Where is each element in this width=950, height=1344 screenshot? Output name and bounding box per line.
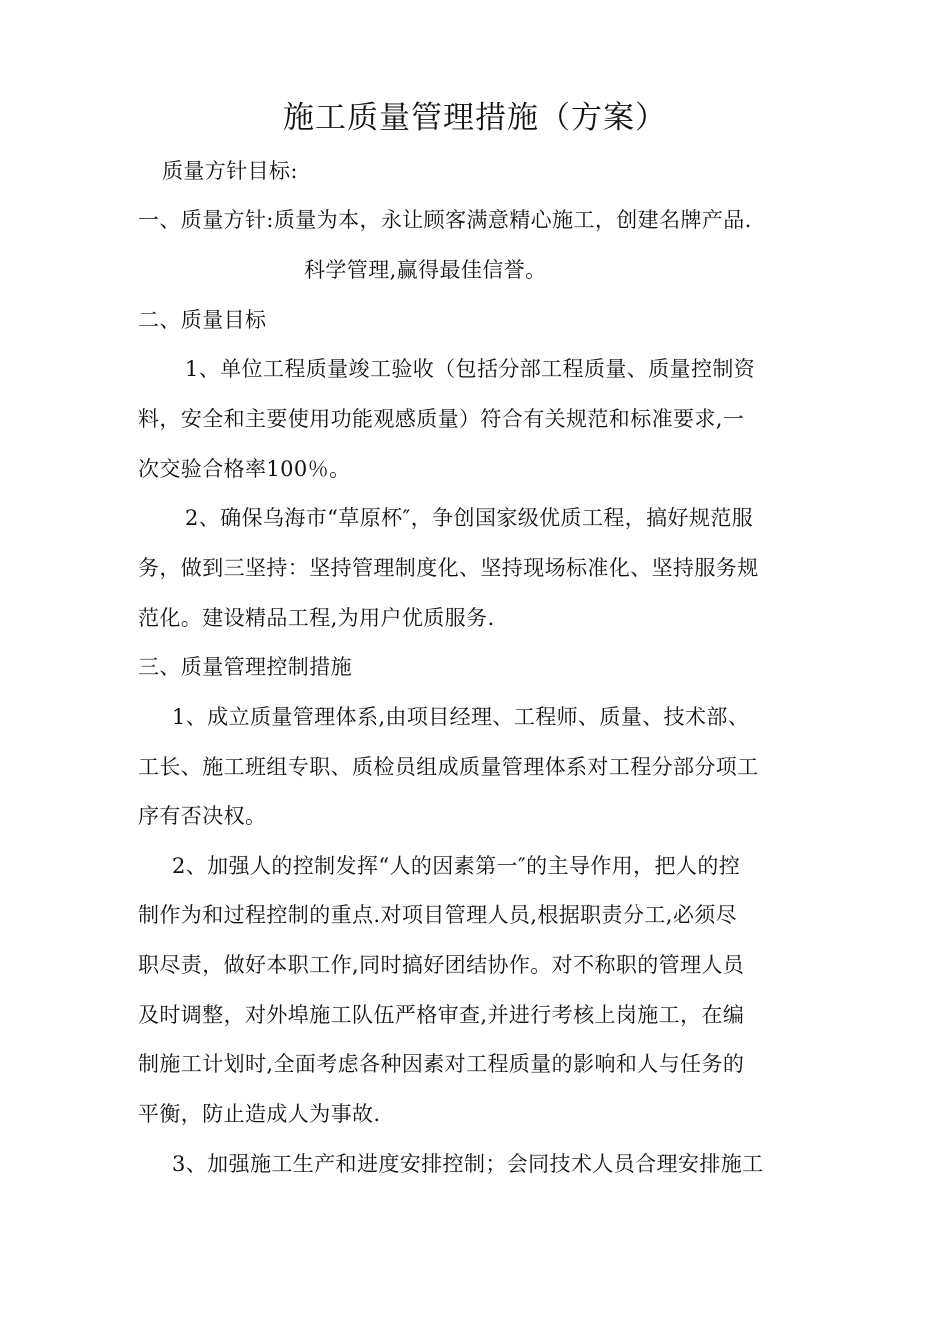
text-line: 序有否决权。 bbox=[138, 804, 267, 828]
text-line: 2、加强人的控制发挥“人的因素第一″的主导作用，把人的控 bbox=[172, 854, 741, 878]
text-line: 工长、施工班组专职、质检员组成质量管理体系对工程分部分项工 bbox=[138, 755, 759, 779]
text-line: 1、成立质量管理体系,由项目经理、工程师、质量、技术部、 bbox=[172, 705, 750, 729]
text-line: 务，做到三坚持：坚持管理制度化、坚持现场标准化、坚持服务规 bbox=[138, 556, 759, 580]
text-line: 料，安全和主要使用功能观感质量）符合有关规范和标准要求,一 bbox=[138, 407, 745, 431]
section-heading: 三、质量管理控制措施 bbox=[138, 655, 352, 679]
document-title: 施工质量管理措施（方案） bbox=[283, 100, 667, 136]
text-line: 及时调整，对外埠施工队伍严格审查,并进行考核上岗施工，在编 bbox=[138, 1003, 745, 1027]
text-line: 制施工计划时,全面考虑各种因素对工程质量的影响和人与任务的 bbox=[138, 1052, 745, 1076]
text-line: 平衡，防止造成人为事故. bbox=[138, 1102, 381, 1126]
text-line: 一、质量方针:质量为本，永让顾客满意精心施工，创建名牌产品. bbox=[138, 208, 752, 232]
text-line: 1、单位工程质量竣工验收（包括分部工程质量、质量控制资 bbox=[185, 357, 756, 381]
text-line: 范化。建设精品工程,为用户优质服务. bbox=[138, 606, 495, 630]
text-line: 科学管理,赢得最佳信誉。 bbox=[304, 258, 547, 282]
text-line: 次交验合格率100％。 bbox=[138, 457, 351, 481]
section-heading: 二、质量目标 bbox=[138, 308, 267, 332]
text-line: 制作为和过程控制的重点.对项目管理人员,根据职责分工,必须尽 bbox=[138, 903, 738, 927]
text-line: 质量方针目标: bbox=[162, 159, 298, 183]
text-line: 3、加强施工生产和进度安排控制；会同技术人员合理安排施工 bbox=[172, 1152, 764, 1176]
text-line: 职尽责，做好本职工作,同时搞好团结协作。对不称职的管理人员 bbox=[138, 953, 745, 977]
text-line: 2、确保乌海市“草原杯″，争创国家级优质工程，搞好规范服 bbox=[185, 506, 754, 530]
